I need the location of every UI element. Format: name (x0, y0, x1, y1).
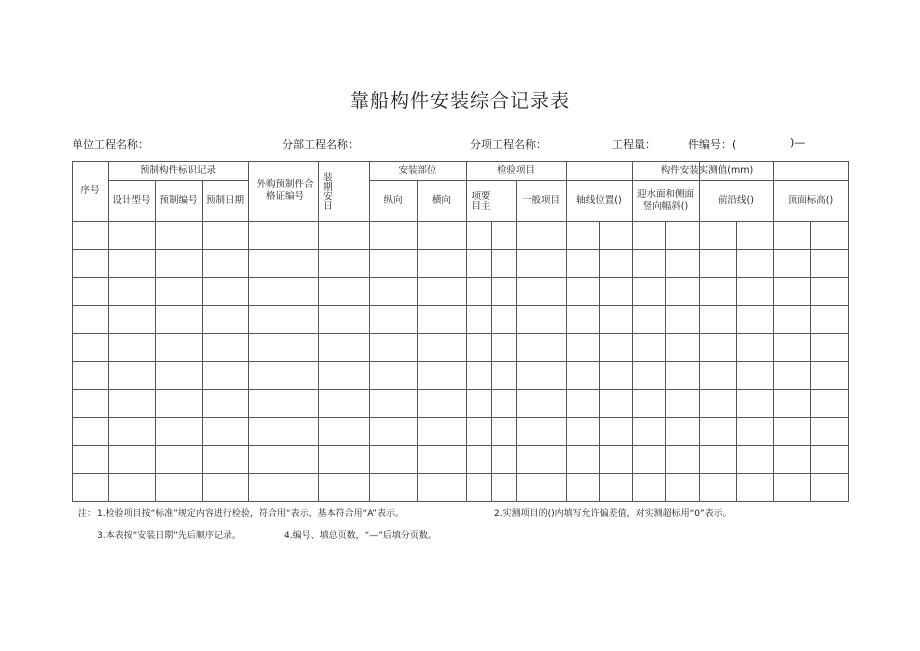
table-row-line (72, 473, 849, 474)
header-main-items: 项要目主 (471, 190, 491, 212)
table-row-line (72, 445, 849, 446)
table-bottom-border (72, 501, 849, 502)
grid-line-v (248, 161, 249, 502)
table-row-line (72, 361, 849, 362)
grid-line-v (155, 180, 156, 502)
quantity-label: 工程量： (612, 138, 656, 151)
note-2: 2.实测项目的()内填写允许偏差值，对实测超标用“0”表示。 (494, 509, 732, 519)
note-3: 3.本表按“安装日期”先后顺序记录。 (97, 531, 241, 541)
header-front-edge: 前沿线() (718, 194, 754, 206)
note-1: 1.检验项目按“标准”规定内容进行检验，符合用“表示，基本符合用“A”表示。 (97, 509, 404, 519)
header-install-date-cell (319, 161, 333, 221)
header-inspection-items: 检验项目 (496, 164, 535, 176)
grid-line-v (491, 221, 492, 502)
table-row-line (72, 333, 849, 334)
division-project-label: 分部工程名称： (282, 138, 359, 151)
component-no-label: 件编号：( (688, 138, 737, 151)
subitem-project-label: 分项工程名称： (470, 138, 547, 151)
header-axis-position: 轴线位置() (576, 194, 622, 206)
header-install-position: 安装部位 (398, 164, 437, 176)
table-row-line (72, 277, 849, 278)
header-precast-record: 预制构件标识记录 (139, 164, 216, 176)
header-precast-no: 预制编号 (159, 194, 198, 206)
component-no-suffix: )— (790, 136, 806, 149)
header-bottom-border (72, 221, 849, 222)
header-longitudinal: 纵向 (383, 194, 403, 206)
grid-line-v (736, 221, 737, 502)
grid-line-v (599, 221, 600, 502)
header-design-model: 设计型号 (112, 194, 151, 206)
header-seq: 序号 (80, 185, 100, 196)
header-transverse: 横向 (431, 194, 451, 206)
grid-line-v (466, 161, 467, 502)
unit-project-label: 单位工程名称： (72, 138, 149, 151)
header-outsourced-cert: 外购预制件合格证编号 (256, 179, 314, 202)
table-row-line (72, 305, 849, 306)
grid-line-v (665, 221, 666, 502)
grid-line-v (202, 180, 203, 502)
header-top-elevation: 顶面标高() (787, 194, 834, 206)
header-install-date: 装期安日 (321, 172, 332, 210)
page-title: 靠船构件安装综合记录表 (349, 90, 570, 112)
table-row-line (72, 417, 849, 418)
note-4: 4.编号、填总页数，“—”后填分页数。 (284, 531, 437, 541)
grid-line-v (516, 180, 517, 502)
table-right-border (848, 161, 849, 502)
grid-line-v (417, 180, 418, 502)
header-general-items: 一般项目 (521, 194, 560, 206)
table-row-line (72, 389, 849, 390)
note-label: 注： (78, 509, 97, 519)
header-measured-values: 构件安装实测值(mm) (660, 164, 754, 176)
header-precast-date: 预制日期 (205, 194, 244, 206)
header-face-slope: 迎水面和侧面竖向幅斜() (636, 188, 694, 212)
table-row-line (72, 249, 849, 250)
grid-line-v (810, 221, 811, 502)
